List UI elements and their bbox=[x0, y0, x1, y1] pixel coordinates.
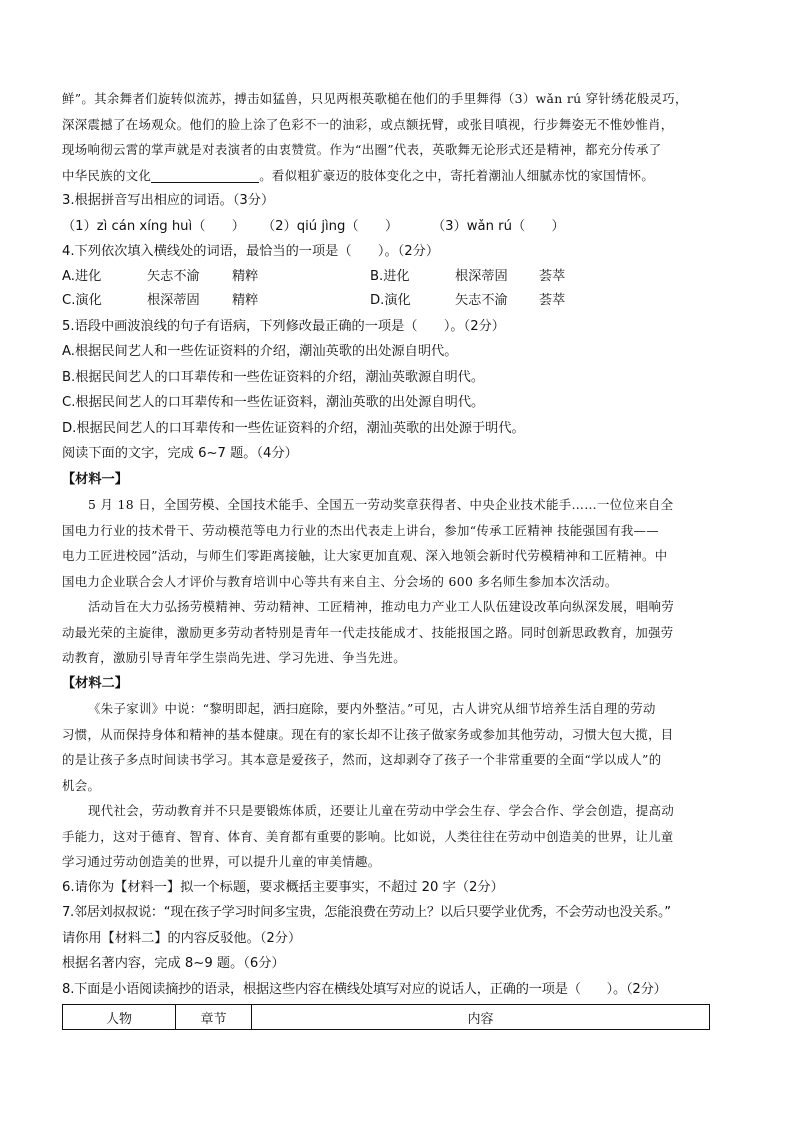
questions-6-7 bbox=[62, 875, 712, 952]
table-header: 人物 bbox=[63, 1005, 176, 1030]
classics-section bbox=[62, 951, 712, 1030]
option-b-1[interactable]: B.进化 bbox=[370, 268, 410, 284]
question-7-cont: 请你用【材料二】的内容反驳他。（2分） bbox=[62, 930, 302, 946]
question-stem: 4.下列依次填入横线处的词语，最恰当的一项是（ ）。（2分） bbox=[62, 244, 440, 259]
passage-line: 深深震撼了在场观众。他们的脸上涂了色彩不一的油彩，或点额抚臂，或张目嗔视，行步舞姿无不惟妙惟肖， bbox=[62, 116, 674, 132]
material-1 bbox=[62, 492, 712, 671]
pinyin-item: （1）zì cán xíng huì（ ） bbox=[62, 218, 245, 234]
material-line: 国电力行业的技术骨干、劳动模范等电力行业的杰出代表走上讲台，参加“传承工匠精神 技能强国有我—— bbox=[62, 522, 660, 538]
passage-text: 中华民族的文化 bbox=[62, 167, 152, 183]
material-line: 现代社会，劳动教育并不只是要锻炼体质，还要让儿童在劳动中学会生存、学会合作、学会创造，提高动 bbox=[88, 803, 675, 818]
section-intro: 根据名著内容，完成 8~9 题。（6分） bbox=[62, 956, 285, 971]
option-c-1[interactable]: C.演化 bbox=[62, 293, 102, 308]
material-line: 手能力，这对于德育、智育、体育、美育都有重要的影响。比如说，人类往往在劳动中创造美的世界，让儿童 bbox=[62, 828, 674, 844]
passage-line: 鲜”。其余舞者们旋转似流苏，搏击如猛兽，只见两根英歌槌在他们的手里舞得（3）wǎn rú 穿针绣花般灵巧， bbox=[62, 91, 688, 106]
table-header: 章节 bbox=[176, 1005, 252, 1030]
option-c[interactable]: C.根据民间艺人的口耳辈传和一些佐证资料，潮汕英歌的出处源自明代。 bbox=[62, 395, 485, 410]
option-d-3: 荟萃 bbox=[539, 293, 566, 308]
material-line: 学习通过劳动创造美的世界，可以提升儿童的审美情趣。 bbox=[62, 854, 381, 869]
question-5 bbox=[62, 314, 712, 442]
material-line: 的是让孩子多点时间读书学习。其本意是爱孩子，然而，这却剥夺了孩子一个非常重要的全面“学以成人”的 bbox=[62, 752, 662, 767]
option-d[interactable]: D.根据民间艺人的口耳辈传和一些佐证资料的介绍，潮汕英歌的出处源于明代。 bbox=[62, 420, 525, 436]
passage bbox=[62, 86, 712, 188]
question-3 bbox=[62, 188, 712, 239]
option-b[interactable]: B.根据民间艺人的口耳辈传和一些佐证资料的介绍，潮汕英歌源自明代。 bbox=[62, 369, 485, 385]
option-d-2: 矢志不渝 bbox=[455, 293, 508, 308]
question-stem: 5.语段中画波浪线的句子有语病，下列修改最正确的一项是（ ）。（2分） bbox=[62, 318, 505, 334]
passage-line bbox=[62, 163, 712, 189]
option-b-2: 根深蒂固 bbox=[455, 268, 508, 284]
answer-blank[interactable] bbox=[151, 168, 259, 183]
question-7: 7.邻居刘叔叔说：“现在孩子学习时间多宝贵，怎能浪费在劳动上？以后只要学业优秀，不会劳动也没关系。” bbox=[62, 905, 671, 920]
quote-table bbox=[62, 1004, 710, 1030]
material-line: 活动旨在大力弘扬劳模精神、劳动精神、工匠精神，推动电力产业工人队伍建设改革向纵深发展，唱响劳 bbox=[88, 599, 675, 614]
reading-section bbox=[62, 441, 712, 875]
section-intro: 阅读下面的文字，完成 6~7 题。（4分） bbox=[62, 446, 298, 461]
option-row bbox=[62, 289, 712, 314]
option-a-2: 矢志不渝 bbox=[147, 268, 200, 284]
material-line: 动教育，激励引导青年学生崇尚先进、学习先进、争当先进。 bbox=[62, 650, 406, 665]
passage-line: 现场响彻云霄的掌声就是对表演者的由衷赞赏。作为“出圈”代表，英歌舞无论形式还是精神，都充分传承了 bbox=[62, 142, 662, 157]
exam-page bbox=[62, 86, 712, 1030]
table-header: 内容 bbox=[252, 1005, 710, 1030]
option-b-3: 荟萃 bbox=[539, 268, 566, 284]
material-line: 机会。 bbox=[62, 777, 101, 793]
pinyin-item: （2）qiú jìng（ ） bbox=[262, 218, 399, 234]
question-4 bbox=[62, 239, 712, 314]
question-6: 6.请你为【材料一】拟一个标题，要求概括主要事实，不超过 20 字（2分） bbox=[62, 879, 504, 895]
question-stem: 3.根据拼音写出相应的词语。（3分） bbox=[62, 193, 275, 208]
option-a-1[interactable]: A.进化 bbox=[62, 268, 102, 284]
material-line: 国电力企业联合会人才评价与教育培训中心等共有来自主、分会场的 600 多名师生参加本次活动。 bbox=[62, 573, 618, 589]
option-c-3: 精粹 bbox=[232, 293, 259, 308]
option-d-1[interactable]: D.演化 bbox=[370, 293, 411, 308]
option-c-2: 根深蒂固 bbox=[147, 293, 200, 308]
material-2-title: 【材料二】 bbox=[62, 675, 128, 691]
table-header-row bbox=[63, 1005, 710, 1030]
material-1-title: 【材料一】 bbox=[62, 471, 128, 487]
option-a[interactable]: A.根据民间艺人和一些佐证资料的介绍，潮汕英歌的出处源自明代。 bbox=[62, 344, 458, 359]
pinyin-row bbox=[62, 214, 712, 240]
material-line: 《朱子家训》中说：“黎明即起，洒扫庭除，要内外整洁。”可见，古人讲究从细节培养生活自理的劳动 bbox=[88, 701, 656, 716]
material-2 bbox=[62, 696, 712, 875]
material-line: 电力工匠进校园”活动，与师生们零距离接触，让大家更加直观、深入地领会新时代劳模精神和工匠精神。中 bbox=[62, 548, 668, 563]
pinyin-item: （3）wǎn rú（ ） bbox=[432, 218, 565, 234]
option-row bbox=[62, 265, 712, 290]
passage-text: 。看似粗犷豪迈的肢体变化之中，寄托着潮汕人细腻赤忱的家国情怀。 bbox=[259, 167, 655, 183]
question-8: 8.下面是小语阅读摘抄的语录，根据这些内容在横线处填写对应的说话人，正确的一项是（ ）。（2分） bbox=[62, 981, 667, 997]
option-a-3: 精粹 bbox=[232, 268, 259, 284]
material-line: 习惯，从而保持身体和精神的基本健康。现在有的家长却不让孩子做家务或参加其他劳动，习惯大包大揽，目 bbox=[62, 726, 674, 742]
material-line: 5 月 18 日，全国劳模、全国技术能手、全国五一劳动奖章获得者、中央企业技术能手……一位位来自全 bbox=[88, 497, 674, 512]
material-line: 动最光荣的主旋律，激励更多劳动者特别是青年一代走技能成才、技能报国之路。同时创新思政教育，加强劳 bbox=[62, 624, 674, 640]
